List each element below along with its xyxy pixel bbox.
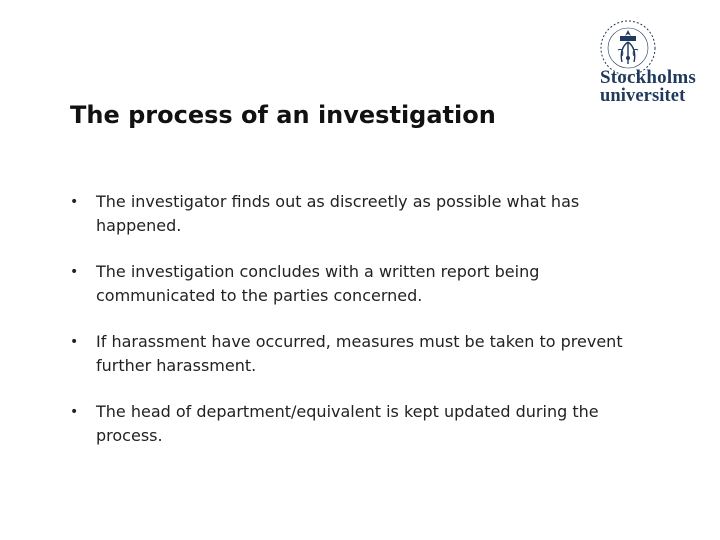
bullet-item bbox=[70, 330, 660, 378]
bullet-dot-icon: • bbox=[70, 264, 79, 280]
bullet-item bbox=[70, 400, 660, 448]
bullet-text: The investigation concludes with a written report being communicated to the parties concerned. bbox=[96, 262, 540, 305]
bullet-text: The investigator finds out as discreetly as possible what has happened. bbox=[96, 192, 580, 235]
bullet-text: The head of department/equivalent is kept updated during the process. bbox=[96, 402, 599, 445]
logo-text-line2: universitet bbox=[600, 86, 686, 106]
slide-title: The process of an investigation bbox=[70, 101, 496, 129]
university-logo bbox=[598, 18, 698, 106]
logo-text-line1: Stockholms bbox=[600, 67, 696, 88]
bullet-dot-icon: • bbox=[70, 334, 79, 350]
bullet-list bbox=[70, 190, 660, 470]
bullet-item bbox=[70, 260, 660, 308]
bullet-text: If harassment have occurred, measures must be taken to prevent further harassment. bbox=[96, 332, 623, 375]
bullet-item bbox=[70, 190, 660, 238]
bullet-dot-icon: • bbox=[70, 404, 79, 420]
bullet-dot-icon: • bbox=[70, 194, 79, 210]
